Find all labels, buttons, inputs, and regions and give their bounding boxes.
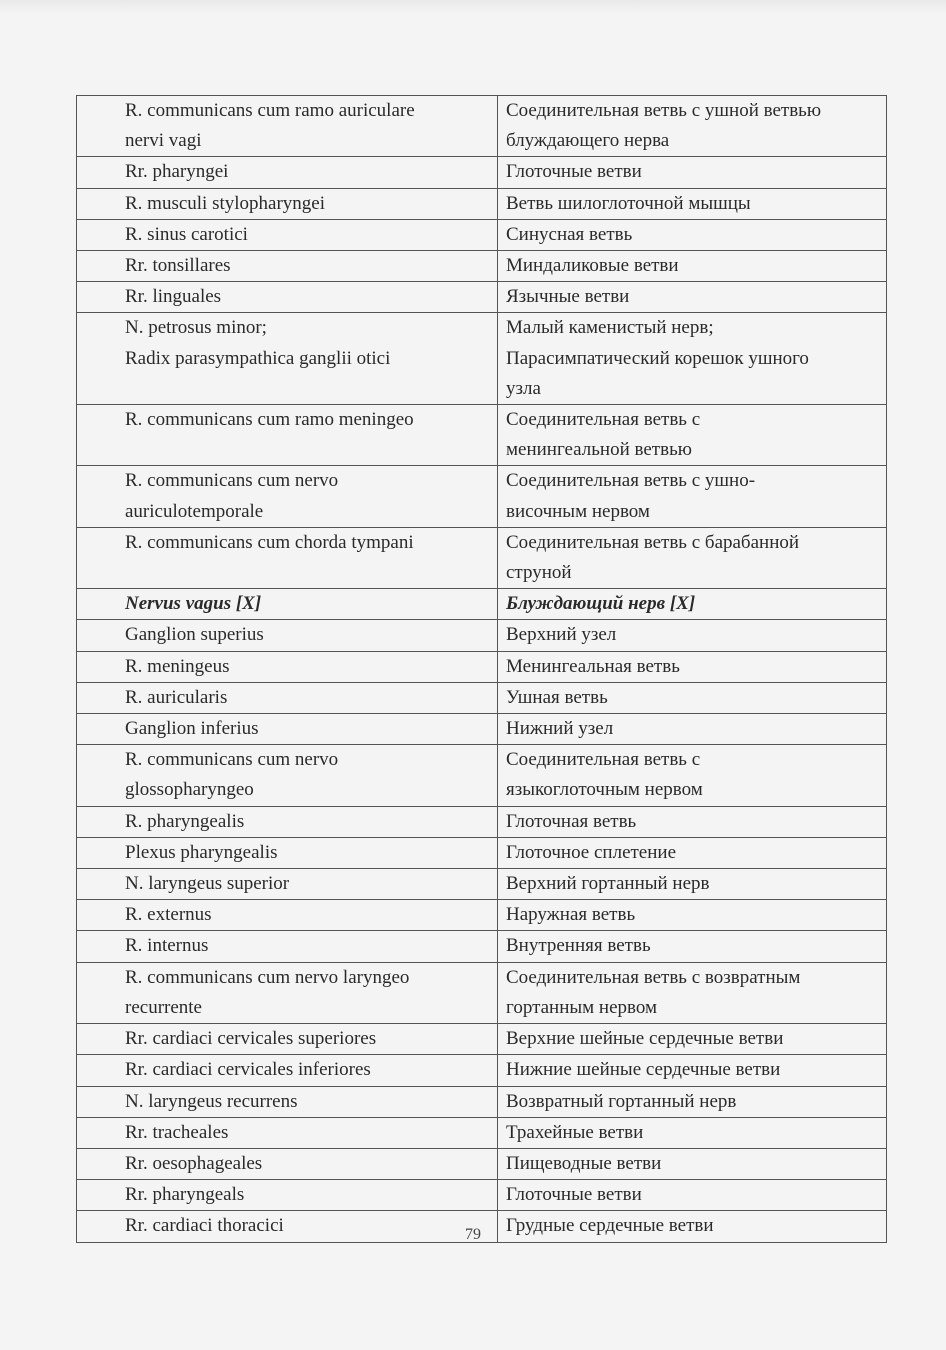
latin-term: R. meningeus bbox=[77, 651, 498, 682]
russian-term: Наружная ветвь bbox=[498, 900, 887, 931]
russian-term: Соединительная ветвь с барабанной струной bbox=[498, 527, 887, 588]
table-row bbox=[77, 251, 887, 282]
table-row bbox=[77, 620, 887, 651]
russian-term: Менингеальная ветвь bbox=[498, 651, 887, 682]
table-row bbox=[77, 869, 887, 900]
russian-term: Внутренняя ветвь bbox=[498, 931, 887, 962]
table-row bbox=[77, 188, 887, 219]
latin-term: R. externus bbox=[77, 900, 498, 931]
russian-term: Возвратный гортанный нерв bbox=[498, 1086, 887, 1117]
russian-term: Нижний узел bbox=[498, 714, 887, 745]
russian-term: Верхний узел bbox=[498, 620, 887, 651]
table-row bbox=[77, 96, 887, 157]
latin-term: N. petrosus minor; Radix parasympathica ganglii otici bbox=[77, 313, 498, 405]
latin-term: Rr. pharyngeals bbox=[77, 1180, 498, 1211]
russian-term: Грудные сердечные ветви bbox=[498, 1211, 887, 1242]
latin-term: R. sinus carotici bbox=[77, 219, 498, 250]
table-row bbox=[77, 1148, 887, 1179]
table-row bbox=[77, 714, 887, 745]
russian-term: Трахейные ветви bbox=[498, 1117, 887, 1148]
russian-term: Глоточные ветви bbox=[498, 1180, 887, 1211]
latin-term: R. communicans cum chorda tympani bbox=[77, 527, 498, 588]
table-row bbox=[77, 962, 887, 1023]
russian-term: Верхний гортанный нерв bbox=[498, 869, 887, 900]
russian-term: Нижние шейные сердечные ветви bbox=[498, 1055, 887, 1086]
latin-term: R. musculi stylopharyngei bbox=[77, 188, 498, 219]
table-row bbox=[77, 745, 887, 806]
latin-term: Ganglion superius bbox=[77, 620, 498, 651]
table-row bbox=[77, 527, 887, 588]
table-row bbox=[77, 806, 887, 837]
section-header-row bbox=[77, 589, 887, 620]
latin-term: Ganglion inferius bbox=[77, 714, 498, 745]
latin-term: R. internus bbox=[77, 931, 498, 962]
terminology-table-body bbox=[77, 96, 887, 1243]
russian-term: Соединительная ветвь с ушной ветвью блуждающего нерва bbox=[498, 96, 887, 157]
table-row bbox=[77, 931, 887, 962]
latin-term: Rr. cardiaci cervicales superiores bbox=[77, 1024, 498, 1055]
russian-term: Соединительная ветвь с менингеальной ветвью bbox=[498, 405, 887, 466]
table-row bbox=[77, 900, 887, 931]
latin-term: N. laryngeus recurrens bbox=[77, 1086, 498, 1117]
section-russian-term: Блуждающий нерв [X] bbox=[498, 589, 887, 620]
latin-term: Rr. linguales bbox=[77, 282, 498, 313]
latin-term: Rr. cardiaci thoracici bbox=[77, 1211, 498, 1242]
latin-term: R. pharyngealis bbox=[77, 806, 498, 837]
latin-term: Rr. oesophageales bbox=[77, 1148, 498, 1179]
russian-term: Малый каменистый нерв; Парасимпатический корешок ушного узла bbox=[498, 313, 887, 405]
table-row bbox=[77, 1055, 887, 1086]
latin-term: Rr. tracheales bbox=[77, 1117, 498, 1148]
russian-term: Глоточные ветви bbox=[498, 157, 887, 188]
russian-term: Язычные ветви bbox=[498, 282, 887, 313]
table-row bbox=[77, 682, 887, 713]
table-row bbox=[77, 1024, 887, 1055]
russian-term: Соединительная ветвь с ушно- височным нервом bbox=[498, 466, 887, 527]
section-latin-term: Nervus vagus [X] bbox=[77, 589, 498, 620]
latin-term: R. communicans cum nervo auriculotemporale bbox=[77, 466, 498, 527]
table-row bbox=[77, 282, 887, 313]
latin-term: N. laryngeus superior bbox=[77, 869, 498, 900]
latin-term: R. communicans cum nervo glossopharyngeo bbox=[77, 745, 498, 806]
table-row bbox=[77, 651, 887, 682]
russian-term: Соединительная ветвь с языкоглоточным нервом bbox=[498, 745, 887, 806]
table-row bbox=[77, 405, 887, 466]
table-row bbox=[77, 157, 887, 188]
table-row bbox=[77, 1180, 887, 1211]
latin-term: R. communicans cum nervo laryngeo recurrente bbox=[77, 962, 498, 1023]
russian-term: Верхние шейные сердечные ветви bbox=[498, 1024, 887, 1055]
table-row bbox=[77, 1117, 887, 1148]
table-row bbox=[77, 313, 887, 405]
russian-term: Глоточная ветвь bbox=[498, 806, 887, 837]
latin-term: R. communicans cum ramo auriculare nervi vagi bbox=[77, 96, 498, 157]
russian-term: Миндаликовые ветви bbox=[498, 251, 887, 282]
table-row bbox=[77, 837, 887, 868]
latin-term: Rr. cardiaci cervicales inferiores bbox=[77, 1055, 498, 1086]
latin-term: Plexus pharyngealis bbox=[77, 837, 498, 868]
russian-term: Соединительная ветвь с возвратным гортанным нервом bbox=[498, 962, 887, 1023]
table-row bbox=[77, 466, 887, 527]
table-row bbox=[77, 219, 887, 250]
russian-term: Глоточное сплетение bbox=[498, 837, 887, 868]
table-row bbox=[77, 1086, 887, 1117]
russian-term: Ушная ветвь bbox=[498, 682, 887, 713]
russian-term: Синусная ветвь bbox=[498, 219, 887, 250]
russian-term: Ветвь шилоглоточной мышцы bbox=[498, 188, 887, 219]
terminology-table bbox=[76, 95, 887, 1243]
page-number: 79 bbox=[465, 1226, 481, 1243]
latin-term: Rr. tonsillares bbox=[77, 251, 498, 282]
latin-term: R. auricularis bbox=[77, 682, 498, 713]
latin-term: R. communicans cum ramo meningeo bbox=[77, 405, 498, 466]
russian-term: Пищеводные ветви bbox=[498, 1148, 887, 1179]
latin-term: Rr. pharyngei bbox=[77, 157, 498, 188]
